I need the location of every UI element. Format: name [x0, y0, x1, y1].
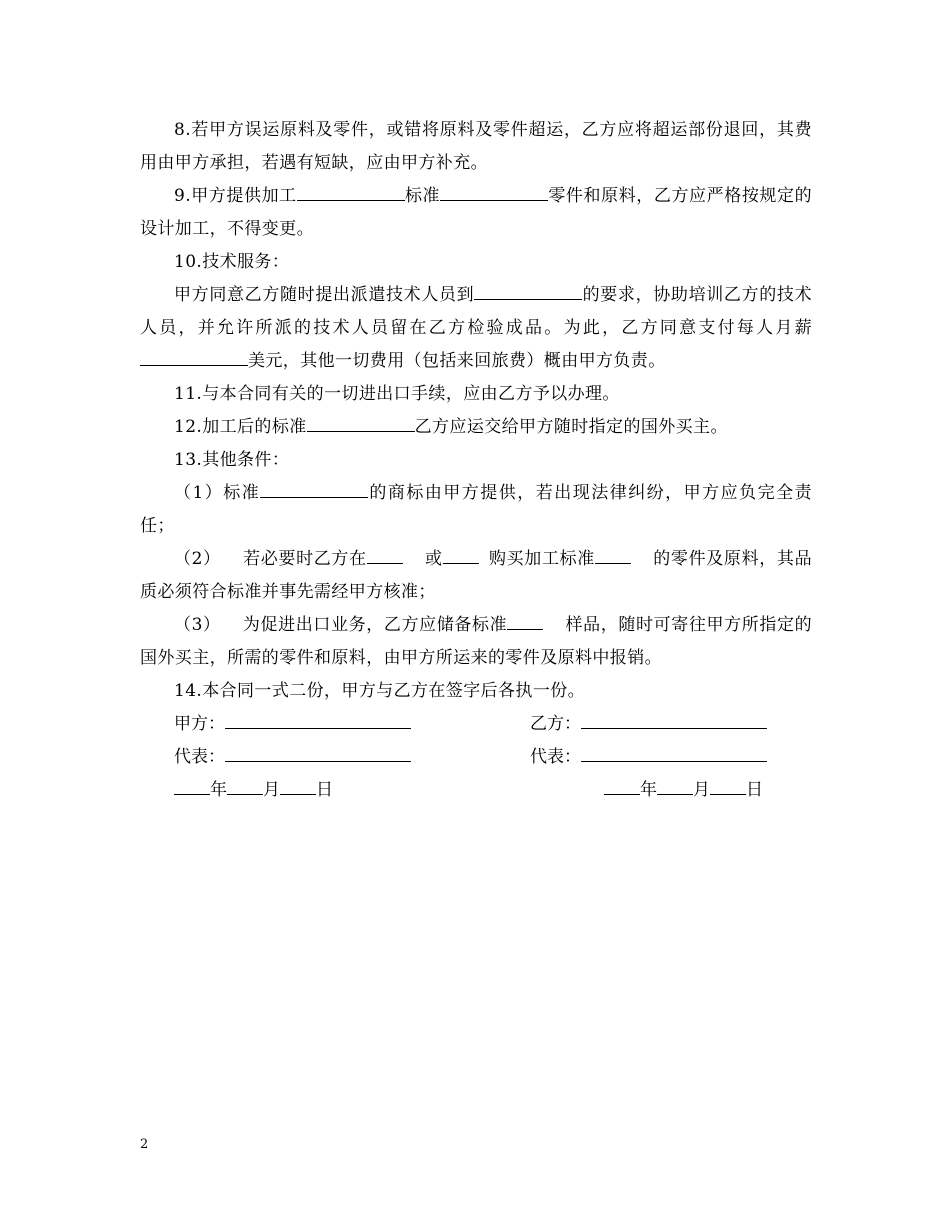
date-blank: [227, 774, 263, 795]
day-label: 日: [316, 780, 333, 800]
party-b-signature: [530, 708, 767, 741]
blank-field: [367, 543, 403, 564]
clause-13-title: 13.其他条件：: [174, 450, 290, 470]
clause-13-2-text-b: 若必要时乙方在: [242, 549, 367, 569]
rep-b-label: 代表：: [530, 747, 581, 767]
clause-13-2: [140, 543, 812, 609]
signature-block: [140, 708, 812, 807]
rep-a-line: [225, 741, 411, 762]
date-blank: [710, 774, 746, 795]
date-a: [174, 774, 333, 807]
clause-12-text-b: 乙方应运交给甲方随时指定的国外买主。: [414, 417, 728, 437]
clause-8: 8.若甲方误运原料及零件，或错将原料及零件超运，乙方应将超运部份退回，其费用由甲方承担，若遇有短缺，应由甲方补充。: [140, 120, 812, 173]
month-label: 月: [263, 780, 280, 800]
blank-field: [140, 345, 248, 366]
date-blank: [657, 774, 693, 795]
year-label: 年: [640, 780, 657, 800]
clause-12-text-a: 12.加工后的标准: [174, 417, 307, 437]
clause-10-title: 10.技术服务：: [174, 252, 290, 272]
date-b: [604, 774, 763, 807]
date-blank: [604, 774, 640, 795]
party-b-label: 乙方：: [530, 714, 581, 734]
page-number: 2: [140, 1137, 149, 1152]
clause-13-1-text-a: （1）标准: [174, 483, 261, 503]
signature-row-party: [140, 708, 812, 741]
rep-b-line: [581, 741, 767, 762]
date-blank: [174, 774, 210, 795]
clause-13-1-text-b: 的商标由甲方提供，若出现法律纠纷，甲方应负完全责任；: [140, 483, 812, 536]
clause-10-text-b: 的要求，协助培训乙方的技术人员，并允许所派的技术人员留在乙方检验成品。为此，乙方同意支付每人月薪: [140, 285, 812, 338]
clause-13-2-num: （2）: [174, 549, 221, 569]
clause-11: 11.与本合同有关的一切进出口手续，应由乙方予以办理。: [174, 384, 620, 404]
clause-13-2-text-e: 的零件及原料，其品质必须符合标准并事先需经甲方核准；: [140, 549, 812, 602]
blank-field: [440, 180, 548, 201]
clause-9: [140, 180, 812, 246]
blank-field: [474, 279, 582, 300]
blank-field: [595, 543, 631, 564]
rep-a-signature: [174, 741, 411, 774]
year-label: 年: [210, 780, 227, 800]
clause-12: [140, 411, 812, 444]
signature-row-date: [140, 774, 812, 807]
clause-9-text-b: 标准: [404, 186, 441, 206]
clause-13-3-text-b: 为促进出口业务，乙方应储备标准: [242, 615, 508, 635]
party-a-line: [225, 708, 411, 729]
clause-10-text-c: 美元，其他一切费用（包括来回旅费）概由甲方负责。: [248, 351, 666, 371]
blank-field: [260, 477, 368, 498]
clause-13-3-text-c: 样品，随时可寄往甲方所指定的国外买主，所需的零件和原料，由甲方所运来的零件及原料中报销。: [140, 615, 812, 668]
date-blank: [280, 774, 316, 795]
blank-field: [297, 180, 405, 201]
clause-10-text-a: 甲方同意乙方随时提出派遣技术人员到: [174, 285, 475, 305]
party-b-line: [581, 708, 767, 729]
blank-field: [507, 609, 543, 630]
clause-13-2-text-d: 购买加工标准: [488, 549, 595, 569]
signature-row-representative: [140, 741, 812, 774]
clause-13-2-text-c: 或: [424, 549, 443, 569]
clause-9-text-a: 9.甲方提供加工: [174, 186, 297, 206]
party-a-label: 甲方：: [174, 714, 225, 734]
rep-b-signature: [530, 741, 767, 774]
rep-a-label: 代表：: [174, 747, 225, 767]
blank-field: [307, 411, 415, 432]
blank-field: [443, 543, 479, 564]
clause-13-1: [140, 477, 812, 543]
party-a-signature: [174, 708, 411, 741]
clause-10-body: [140, 279, 812, 378]
clause-13-3: [140, 609, 812, 675]
clause-13-3-num: （3）: [174, 615, 221, 635]
month-label: 月: [693, 780, 710, 800]
contract-body: [140, 114, 812, 807]
clause-14: 14.本合同一式二份，甲方与乙方在签字后各执一份。: [174, 681, 586, 701]
day-label: 日: [746, 780, 763, 800]
clause-9-text-c: 零件和原料，乙方应严格按规定的设计加工，不得变更。: [140, 186, 812, 239]
